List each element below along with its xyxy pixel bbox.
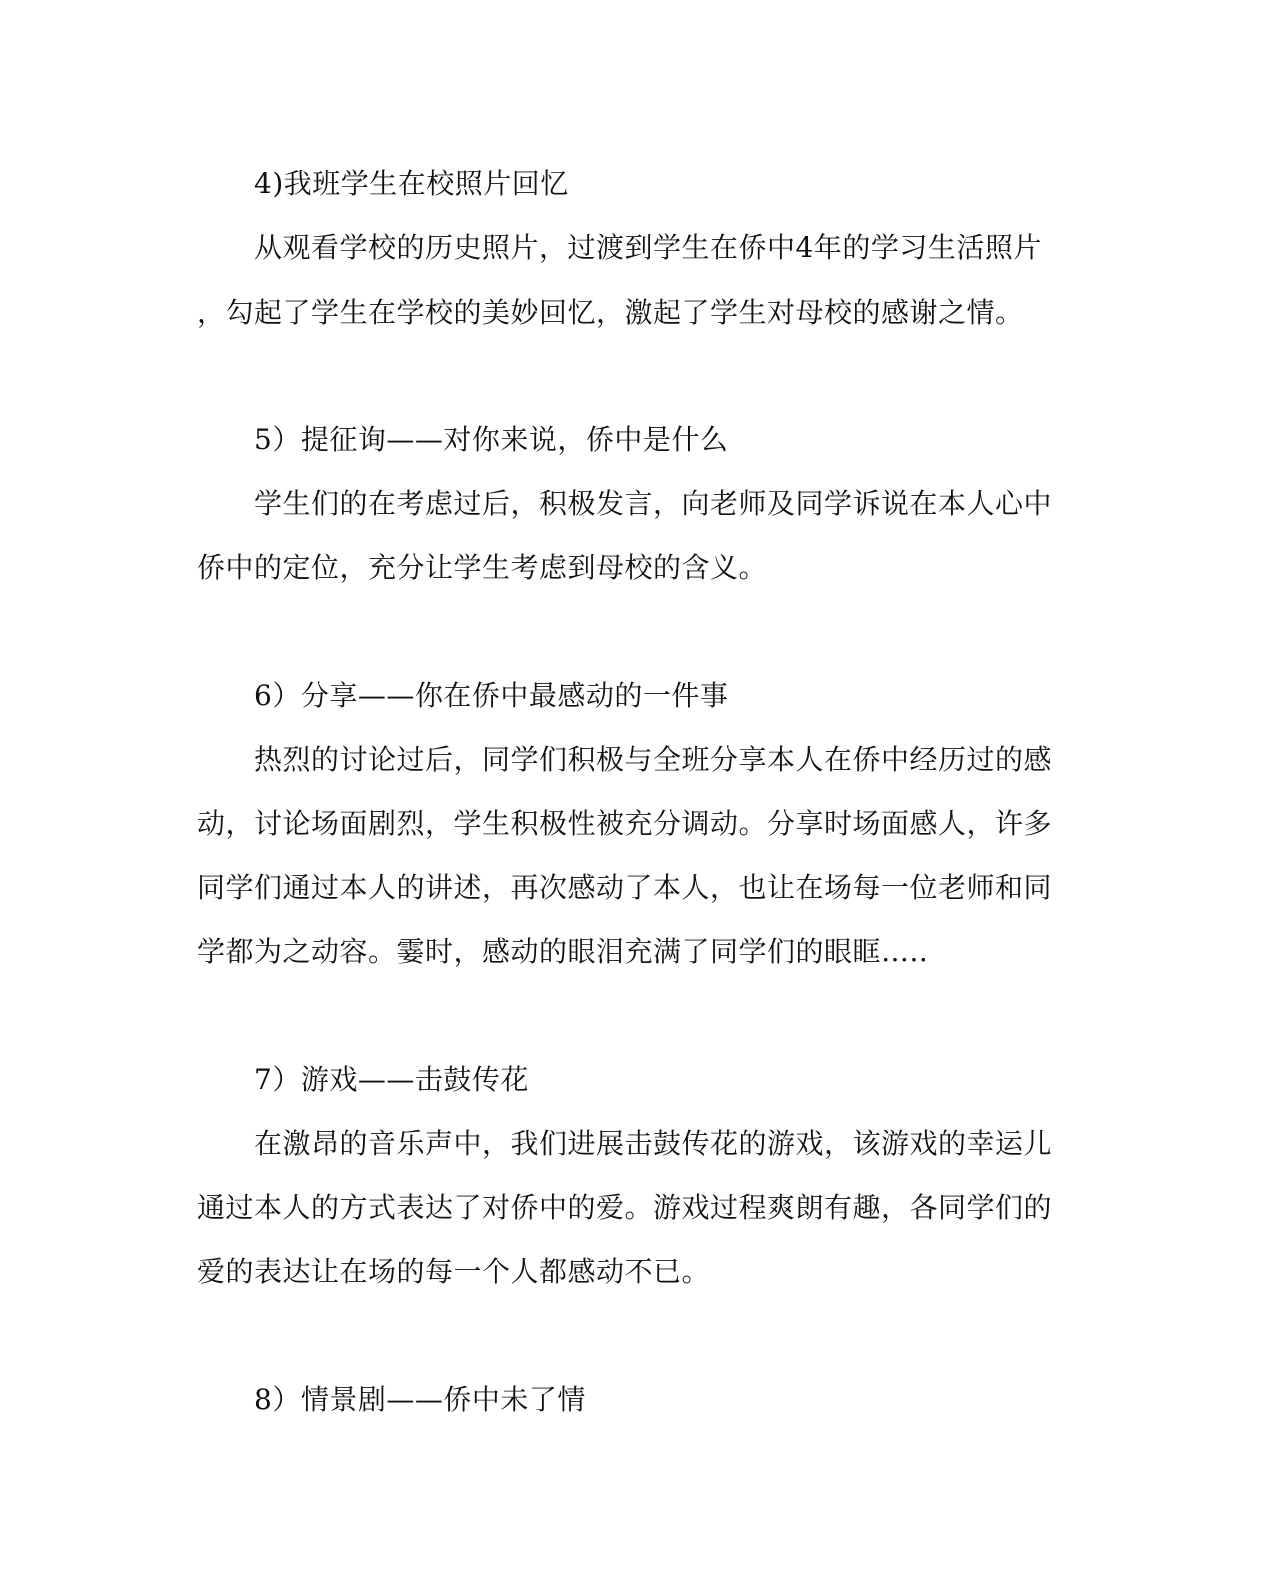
section-6-paragraph-line-2: 动，讨论场面剧烈，学生积极性被充分调动。分享时场面感人，许多 <box>197 807 1053 840</box>
section-5-heading: 5）提征询——对你来说，侨中是什么 <box>254 423 729 456</box>
section-7-paragraph-line-2: 通过本人的方式表达了对侨中的爱。游戏过程爽朗有趣，各同学们的 <box>197 1191 1053 1224</box>
section-8-heading: 8）情景剧——侨中未了情 <box>254 1383 586 1416</box>
section-5-paragraph-line-2: 侨中的定位，充分让学生考虑到母校的含义。 <box>197 551 768 584</box>
section-5-paragraph-line-1: 学生们的在考虑过后，积极发言，向老师及同学诉说在本人心中 <box>254 487 1053 520</box>
section-7-paragraph-line-1: 在激昂的音乐声中，我们进展击鼓传花的游戏，该游戏的幸运儿 <box>254 1127 1053 1160</box>
section-7-paragraph-line-3: 爱的表达让在场的每一个人都感动不已。 <box>197 1255 711 1288</box>
section-7-heading: 7）游戏——击鼓传花 <box>254 1063 529 1096</box>
section-6-paragraph-line-3: 同学们通过本人的讲述，再次感动了本人，也让在场每一位老师和同 <box>197 871 1053 904</box>
section-4-heading: 4)我班学生在校照片回忆 <box>254 167 569 200</box>
section-6-paragraph-line-1: 热烈的讨论过后，同学们积极与全班分享本人在侨中经历过的感 <box>254 743 1053 776</box>
section-6-paragraph-line-4: 学都为之动容。霎时，感动的眼泪充满了同学们的眼眶….. <box>197 935 929 968</box>
section-4-paragraph-line-2: ，勾起了学生在学校的美妙回忆，激起了学生对母校的感谢之情。 <box>197 296 1024 329</box>
section-6-heading: 6）分享——你在侨中最感动的一件事 <box>254 679 729 712</box>
section-4-paragraph-line-1: 从观看学校的历史照片，过渡到学生在侨中4年的学习生活照片 <box>254 231 1042 264</box>
